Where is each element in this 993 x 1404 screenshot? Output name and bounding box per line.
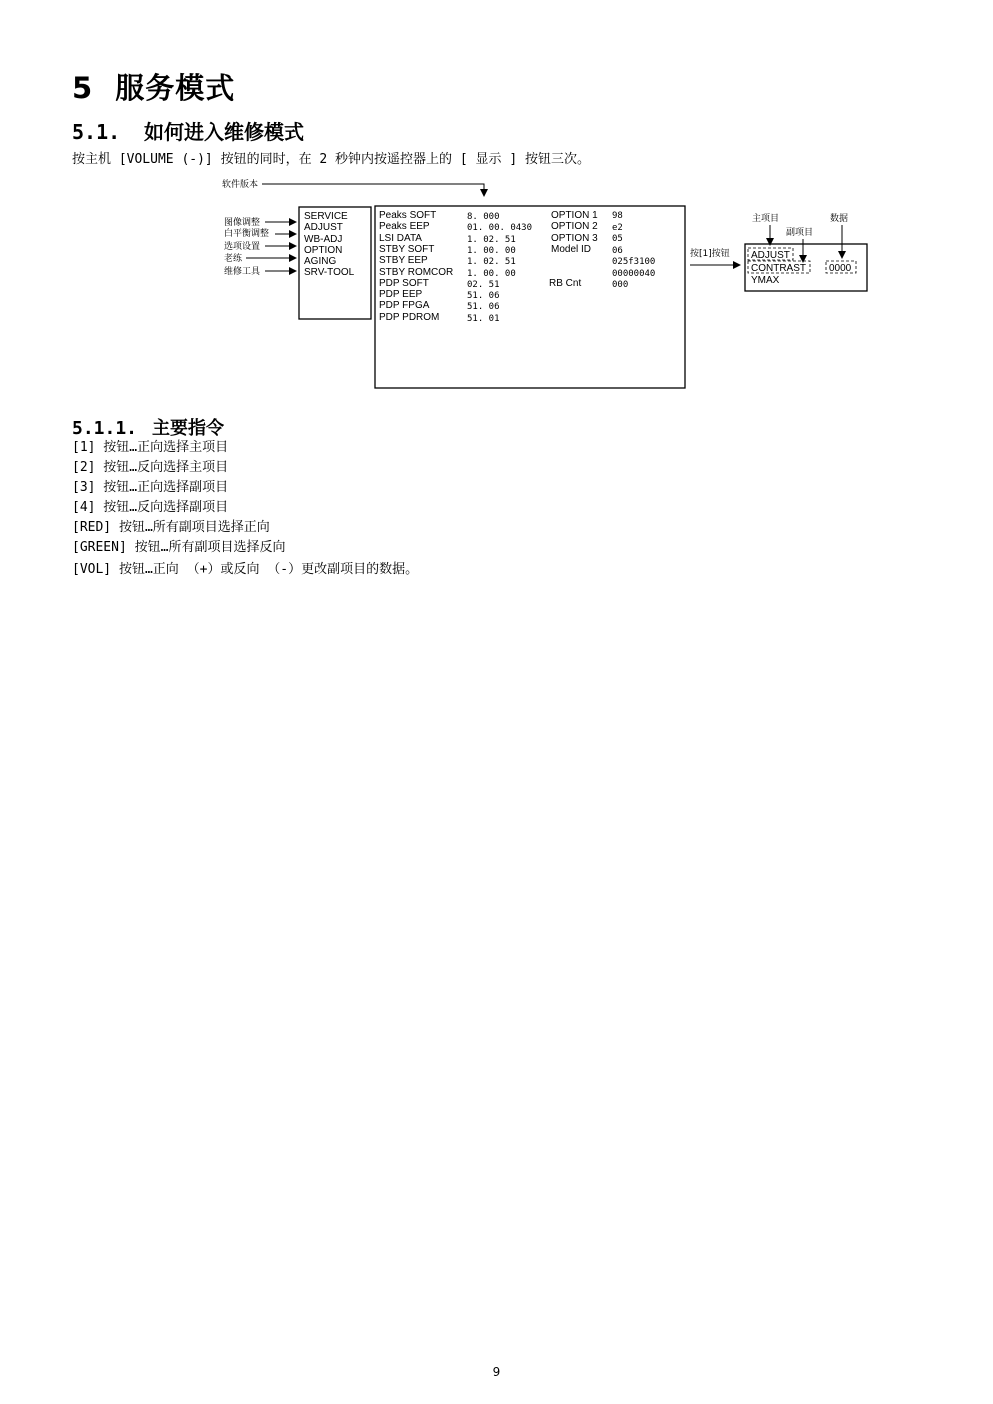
option-label: OPTION 2: [551, 221, 598, 232]
option-values: [612, 211, 655, 290]
adjust-main-item: ADJUST: [751, 250, 790, 261]
menu-item: SRV-TOOL: [304, 267, 355, 278]
option-value: 025f3100: [612, 257, 656, 267]
subsubsection-number: 5.1.1.: [72, 418, 138, 439]
option-label: RB Cnt: [549, 278, 582, 289]
info-label: PDP SOFT: [379, 278, 429, 289]
adjust-next-item: YMAX: [751, 275, 780, 286]
list-item: [4] 按钮…反向选择副项目: [72, 500, 229, 515]
version-info-labels: [379, 210, 453, 323]
menu-item: OPTION: [304, 245, 343, 256]
info-value: 02. 51: [467, 280, 500, 290]
intro-paragraph: 按主机 [VOLUME (-)] 按钮的同时，在 2 秒钟内按遥控器上的 [ 显示 ] 按钮三次。: [72, 152, 591, 167]
info-label: PDP FPGA: [379, 300, 430, 311]
info-value: 1. 00. 00: [467, 246, 516, 256]
info-label: STBY EEP: [379, 255, 428, 266]
menu-label: 老练: [224, 254, 243, 264]
service-menu-items: [304, 211, 355, 278]
menu-item: ADJUST: [304, 222, 343, 233]
menu-label: 选项设置: [224, 242, 261, 252]
info-label: Peaks SOFT: [379, 210, 437, 221]
info-label: PDP PDROM: [379, 312, 440, 323]
list-item: [RED] 按钮…所有副项目选择正向: [72, 520, 270, 535]
info-value: 01. 00. 0430: [467, 223, 533, 233]
option-label: Model ID: [551, 244, 592, 255]
info-value: 8. 000: [467, 212, 500, 222]
info-value: 51. 06: [467, 302, 500, 312]
menu-label-group: [224, 216, 269, 277]
menu-label: 图像调整: [224, 218, 261, 228]
page-number: 9: [492, 1365, 501, 1379]
info-value: 51. 06: [467, 291, 500, 301]
software-version-label: 软件版本: [222, 180, 259, 190]
adjust-data-value: 0000: [829, 263, 852, 274]
menu-item: WB-ADJ: [304, 234, 343, 245]
info-label: STBY SOFT: [379, 244, 435, 255]
info-value: 1. 02. 51: [467, 235, 516, 245]
option-label: OPTION 3: [551, 233, 598, 244]
menu-label: 白平衡调整: [224, 229, 270, 239]
section-title: 服务模式: [115, 71, 236, 105]
menu-item: SERVICE: [304, 211, 348, 222]
press-button-label: 按[1]按钮: [690, 249, 730, 259]
subsubsection-heading: [72, 414, 224, 440]
data-label: 数据: [830, 214, 849, 224]
software-version-arrow: [262, 184, 484, 196]
info-label: STBY ROMCOR: [379, 267, 454, 278]
info-value: 1. 00. 00: [467, 269, 516, 279]
subsubsection-title: 主要指令: [152, 418, 224, 439]
subsection-title: 如何进入维修模式: [144, 120, 304, 144]
menu-item: AGING: [304, 256, 337, 267]
list-item: [VOL] 按钮…正向 （+）或反向 （-）更改副项目的数据。: [72, 562, 419, 577]
info-label: Peaks EEP: [379, 221, 430, 232]
info-value: 1. 02. 51: [467, 257, 516, 267]
option-value: 000: [612, 280, 629, 290]
option-value: 06: [612, 246, 623, 256]
option-label: OPTION 1: [551, 210, 598, 221]
menu-label: 维修工具: [224, 267, 261, 277]
sub-item-label: 副项目: [786, 228, 814, 238]
option-labels: [549, 210, 598, 289]
info-label: LSI DATA: [379, 233, 422, 244]
list-item: [GREEN] 按钮…所有副项目选择反向: [72, 540, 286, 555]
subsection-number: 5.1.: [72, 120, 121, 144]
list-item: [2] 按钮…反向选择主项目: [72, 460, 229, 475]
option-value: e2: [612, 223, 623, 233]
option-value: 05: [612, 234, 623, 244]
option-value: 98: [612, 211, 623, 221]
command-list: [72, 438, 418, 580]
info-value: 51. 01: [467, 314, 500, 324]
section-number: 5: [72, 71, 94, 105]
adjust-sub-item: CONTRAST: [751, 263, 806, 274]
version-info-values: [467, 212, 532, 324]
main-item-label: 主项目: [752, 214, 780, 224]
list-item: [1] 按钮…正向选择主项目: [72, 440, 229, 455]
list-item: [3] 按钮…正向选择副项目: [72, 480, 229, 495]
info-label: PDP EEP: [379, 289, 423, 300]
option-value: 00000040: [612, 269, 656, 279]
